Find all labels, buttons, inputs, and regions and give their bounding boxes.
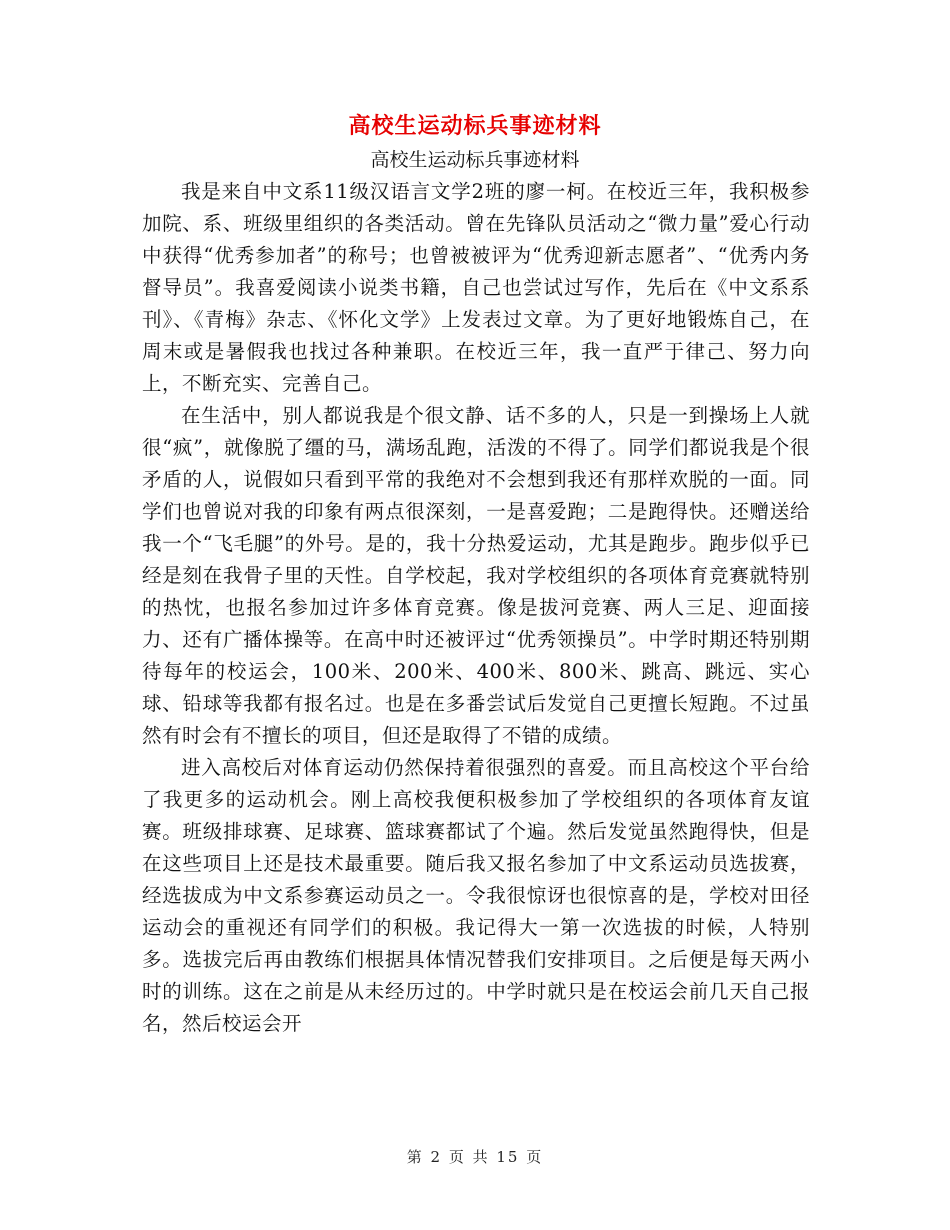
paragraph-2: 在生活中，别人都说我是个很文静、话不多的人，只是一到操场上人就很“疯”，就像脱了缰的马，满场乱跑，活泼的不得了。同学们都说我是个很矛盾的人，说假如只看到平常的我绝对不会想到我还有那样欢脱的一面。同学们也曾说对我的印象有两点很深刻，一是喜爱跑；二是跑得快。还赠送给我一个“飞毛腿”的外号。是的，我十分热爱运动，尤其是跑步。跑步似乎已经是刻在我骨子里的天性。自学校起，我对学校组织的各项体育竞赛就特别的热忱，也报名参加过许多体育竞赛。像是拔河竞赛、两人三足、迎面接力、还有广播体操等。在高中时还被评过“优秀领操员”。中学时期还特别期待每年的校运会，100米、200米、400米、800米、跳高、跳远、实心球、铅球等我都有报名过。也是在多番尝试后发觉自己更擅长短跑。不过虽然有时会有不擅长的项目，但还是取得了不错的成绩。 bbox=[142, 404, 810, 747]
document-title: 高校生运动标兵事迹材料 bbox=[348, 113, 602, 139]
document-subtitle: 高校生运动标兵事迹材料 bbox=[370, 149, 580, 171]
paragraph-3: 进入高校后对体育运动仍然保持着很强烈的喜爱。而且高校这个平台给了我更多的运动机会。刚上高校我便积极参加了学校组织的各项体育友谊赛。班级排球赛、足球赛、篮球赛都试了个遍。然后发觉虽然跑得快，但是在这些项目上还是技术最重要。随后我又报名参加了中文系运动员选拔赛，经选拔成为中文系参赛运动员之一。令我很惊讶也很惊喜的是，学校对田径运动会的重视还有同学们的积极。我记得大一第一次选拔的时候，人特别多。选拔完后再由教练们根据具体情况替我们安排项目。之后便是每天两小时的训练。这在之前是从未经历过的。中学时就只是在校运会前几天自己报名，然后校运会开 bbox=[142, 756, 810, 1035]
page-number-footer: 第 2 页 共 15 页 bbox=[406, 1148, 544, 1166]
document-body bbox=[142, 176, 810, 1040]
paragraph-1: 我是来自中文系11级汉语言文学2班的廖一柯。在校近三年，我积极参加院、系、班级里组织的各类活动。曾在先锋队员活动之“微力量”爱心行动中获得“优秀参加者”的称号；也曾被被评为“优秀迎新志愿者”、“优秀内务督导员”。我喜爱阅读小说类书籍，自己也尝试过写作，先后在《中文系系刊》、《青梅》杂志、《怀化文学》上发表过文章。为了更好地锻炼自己，在周末或是暑假我也找过各种兼职。在校近三年，我一直严于律己、努力向上，不断充实、完善自己。 bbox=[142, 180, 810, 395]
